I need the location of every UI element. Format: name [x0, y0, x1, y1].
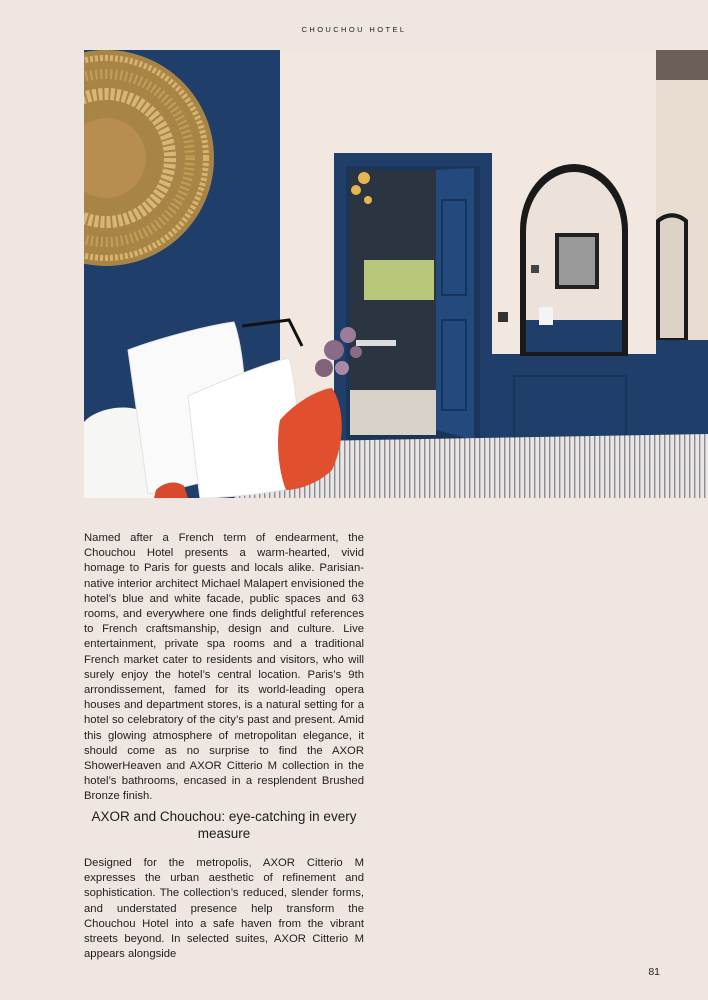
- arched-mirror: [520, 164, 628, 356]
- article-subheading: AXOR and Chouchou: eye-catching in every measure: [91, 809, 357, 841]
- article-paragraph-1: Named after a French term of endearment, the Chouchou Hotel presents a warm-hearted, vivid homage to Paris for guests and locals alike. Parisian-native interior architect Michael Malapert envisioned the hotel’s blue and white facade, public spaces and 63 rooms, and everywhere one finds delightful references to French craftsmanship, design and culture. Live entertainment, private spa rooms and a traditional French market cater to residents and visitors, who will surely enjoy the hotel’s central location. Paris’s 9th arrondissement, famed for its world-leading opera houses and department stores, is a natural setting for a hotel so celebratory of the city’s past and present. Amid this glowing atmosphere of metropolitan elegance, it should come as no surprise to find the AXOR ShowerHeaven and AXOR Citterio M collection in the hotel’s bathrooms, encased in a resplendent Brushed Bronze finish.: [84, 532, 364, 803]
- hotel-room-photo: [84, 50, 708, 498]
- page-number: 81: [648, 966, 660, 978]
- article-paragraph-2: Designed for the metropolis, AXOR Citterio M expresses the urban aesthetic of refinement and sophistication. The collection’s reduced, slender forms, and understated presence help transform the Chouchou Hotel into a safe haven from the vibrant streets beyond. In selected suites, AXOR Citterio M appears alongside: [84, 857, 364, 961]
- running-head: CHOUCHOU HOTEL: [301, 25, 407, 34]
- photo-illustration: [84, 50, 708, 498]
